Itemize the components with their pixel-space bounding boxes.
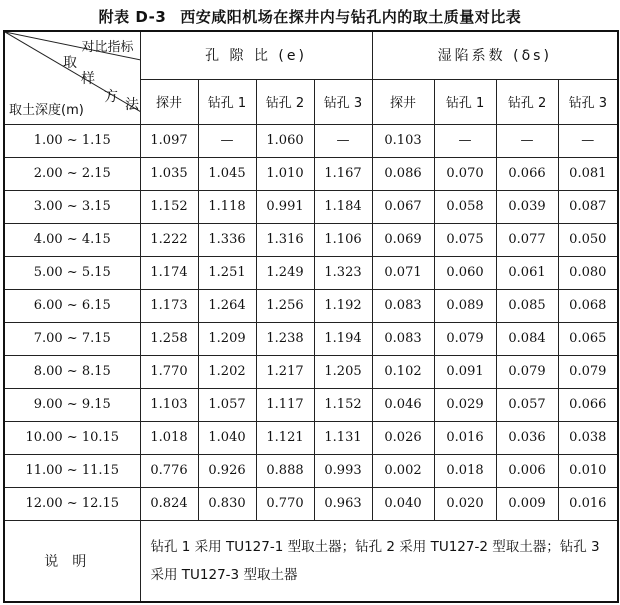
value-cell: 1.010 (256, 157, 314, 190)
value-cell: 0.079 (434, 322, 496, 355)
value-cell: 0.963 (314, 487, 372, 520)
value-cell: 0.002 (372, 454, 434, 487)
value-cell: 0.026 (372, 421, 434, 454)
value-cell: 0.071 (372, 256, 434, 289)
note-label: 说明 (4, 520, 140, 602)
depth-cell: 7.00 ~ 7.15 (4, 322, 140, 355)
value-cell: 0.083 (372, 289, 434, 322)
value-cell: 0.091 (434, 355, 496, 388)
value-cell: 0.070 (434, 157, 496, 190)
value-cell: 0.102 (372, 355, 434, 388)
column-header: 探井 (372, 79, 434, 124)
value-cell: 1.152 (314, 388, 372, 421)
value-cell: 0.083 (372, 322, 434, 355)
column-header: 钻孔 1 (434, 79, 496, 124)
depth-cell: 4.00 ~ 4.15 (4, 223, 140, 256)
depth-cell: 12.00 ~ 12.15 (4, 487, 140, 520)
value-cell: 1.152 (140, 190, 198, 223)
value-cell: 1.251 (198, 256, 256, 289)
table-row (4, 487, 618, 520)
value-cell: 0.075 (434, 223, 496, 256)
value-cell: 1.040 (198, 421, 256, 454)
table-row (4, 124, 618, 157)
value-cell: 0.050 (558, 223, 618, 256)
depth-cell: 5.00 ~ 5.15 (4, 256, 140, 289)
table-row (4, 388, 618, 421)
value-cell: 0.029 (434, 388, 496, 421)
value-cell: 0.036 (496, 421, 558, 454)
depth-cell: 10.00 ~ 10.15 (4, 421, 140, 454)
void-ratio-header: 孔 隙 比 (e) (140, 31, 372, 79)
value-cell: 1.770 (140, 355, 198, 388)
value-cell: — (434, 124, 496, 157)
value-cell: 0.010 (558, 454, 618, 487)
table-row (4, 355, 618, 388)
value-cell: 1.209 (198, 322, 256, 355)
depth-cell: 8.00 ~ 8.15 (4, 355, 140, 388)
value-cell: 0.016 (558, 487, 618, 520)
value-cell: 1.121 (256, 421, 314, 454)
value-cell: 0.079 (496, 355, 558, 388)
column-header: 钻孔 2 (256, 79, 314, 124)
column-header: 钻孔 3 (314, 79, 372, 124)
value-cell: 1.202 (198, 355, 256, 388)
column-header: 探井 (140, 79, 198, 124)
value-cell: 0.058 (434, 190, 496, 223)
value-cell: 1.103 (140, 388, 198, 421)
value-cell: 1.264 (198, 289, 256, 322)
value-cell: 0.077 (496, 223, 558, 256)
value-cell: 1.238 (256, 322, 314, 355)
value-cell: 0.039 (496, 190, 558, 223)
value-cell: 0.040 (372, 487, 434, 520)
value-cell: 1.258 (140, 322, 198, 355)
table-row (4, 421, 618, 454)
value-cell: 1.249 (256, 256, 314, 289)
value-cell: 0.069 (372, 223, 434, 256)
value-cell: 0.057 (496, 388, 558, 421)
value-cell: 0.081 (558, 157, 618, 190)
value-cell: 0.018 (434, 454, 496, 487)
value-cell: 0.046 (372, 388, 434, 421)
table-row (4, 322, 618, 355)
column-header: 钻孔 2 (496, 79, 558, 124)
comparison-table (3, 30, 619, 603)
value-cell: 1.060 (256, 124, 314, 157)
value-cell: 1.035 (140, 157, 198, 190)
column-header: 钻孔 3 (558, 79, 618, 124)
value-cell: 1.097 (140, 124, 198, 157)
table-row (4, 256, 618, 289)
value-cell: 0.038 (558, 421, 618, 454)
value-cell: 1.217 (256, 355, 314, 388)
value-cell: 1.316 (256, 223, 314, 256)
value-cell: 0.006 (496, 454, 558, 487)
table-row (4, 454, 618, 487)
value-cell: 0.776 (140, 454, 198, 487)
value-cell: 0.770 (256, 487, 314, 520)
depth-cell: 2.00 ~ 2.15 (4, 157, 140, 190)
value-cell: 0.016 (434, 421, 496, 454)
value-cell: 0.824 (140, 487, 198, 520)
value-cell: 0.065 (558, 322, 618, 355)
depth-cell: 11.00 ~ 11.15 (4, 454, 140, 487)
value-cell: 1.174 (140, 256, 198, 289)
value-cell: 0.089 (434, 289, 496, 322)
value-cell: 1.256 (256, 289, 314, 322)
value-cell: 0.103 (372, 124, 434, 157)
depth-cell: 3.00 ~ 3.15 (4, 190, 140, 223)
value-cell: 1.205 (314, 355, 372, 388)
value-cell: 0.085 (496, 289, 558, 322)
collapse-coefficient-header: 湿陷系数 (δs) (372, 31, 618, 79)
value-cell: 1.336 (198, 223, 256, 256)
value-cell: 0.068 (558, 289, 618, 322)
value-cell: 0.020 (434, 487, 496, 520)
value-cell: — (198, 124, 256, 157)
table-row (4, 289, 618, 322)
column-header: 钻孔 1 (198, 79, 256, 124)
value-cell: 0.067 (372, 190, 434, 223)
depth-cell: 9.00 ~ 9.15 (4, 388, 140, 421)
value-cell: 1.131 (314, 421, 372, 454)
table-row (4, 157, 618, 190)
value-cell: 0.993 (314, 454, 372, 487)
value-cell: 1.167 (314, 157, 372, 190)
value-cell: — (496, 124, 558, 157)
value-cell: 1.173 (140, 289, 198, 322)
table-caption: 西安咸阳机场在探井内与钻孔内的取土质量对比表 (180, 8, 522, 26)
table-row (4, 190, 618, 223)
table-row (4, 223, 618, 256)
note-text: 钻孔 1 采用 TU127-1 型取土器；钻孔 2 采用 TU127-2 型取土器；钻孔 3 采用 TU127-3 型取土器 (140, 520, 618, 602)
depth-cell: 1.00 ~ 1.15 (4, 124, 140, 157)
value-cell: 0.009 (496, 487, 558, 520)
value-cell: 1.323 (314, 256, 372, 289)
header-corner-cell (4, 31, 140, 124)
value-cell: 1.106 (314, 223, 372, 256)
method-char-4: 法 (125, 97, 139, 113)
value-cell: 0.084 (496, 322, 558, 355)
value-cell: 1.184 (314, 190, 372, 223)
method-char-2: 样 (81, 71, 95, 87)
value-cell: — (314, 124, 372, 157)
value-cell: 0.061 (496, 256, 558, 289)
table-title (0, 6, 620, 27)
depth-label: 取土深度(m) (9, 102, 84, 118)
value-cell: 1.118 (198, 190, 256, 223)
value-cell: 1.018 (140, 421, 198, 454)
value-cell: 0.991 (256, 190, 314, 223)
value-cell: 1.057 (198, 388, 256, 421)
value-cell: 0.066 (496, 157, 558, 190)
method-char-1: 取 (63, 55, 77, 71)
table-number: 附表 D-3 (98, 8, 167, 26)
value-cell: 0.926 (198, 454, 256, 487)
depth-cell: 6.00 ~ 6.15 (4, 289, 140, 322)
value-cell: 0.060 (434, 256, 496, 289)
indicator-label: 对比指标 (81, 40, 134, 55)
value-cell: — (558, 124, 618, 157)
value-cell: 0.830 (198, 487, 256, 520)
value-cell: 1.117 (256, 388, 314, 421)
value-cell: 1.194 (314, 322, 372, 355)
value-cell: 0.888 (256, 454, 314, 487)
value-cell: 0.079 (558, 355, 618, 388)
value-cell: 0.087 (558, 190, 618, 223)
value-cell: 1.045 (198, 157, 256, 190)
value-cell: 1.192 (314, 289, 372, 322)
value-cell: 0.066 (558, 388, 618, 421)
method-char-3: 方 (104, 89, 118, 105)
value-cell: 1.222 (140, 223, 198, 256)
value-cell: 0.086 (372, 157, 434, 190)
value-cell: 0.080 (558, 256, 618, 289)
